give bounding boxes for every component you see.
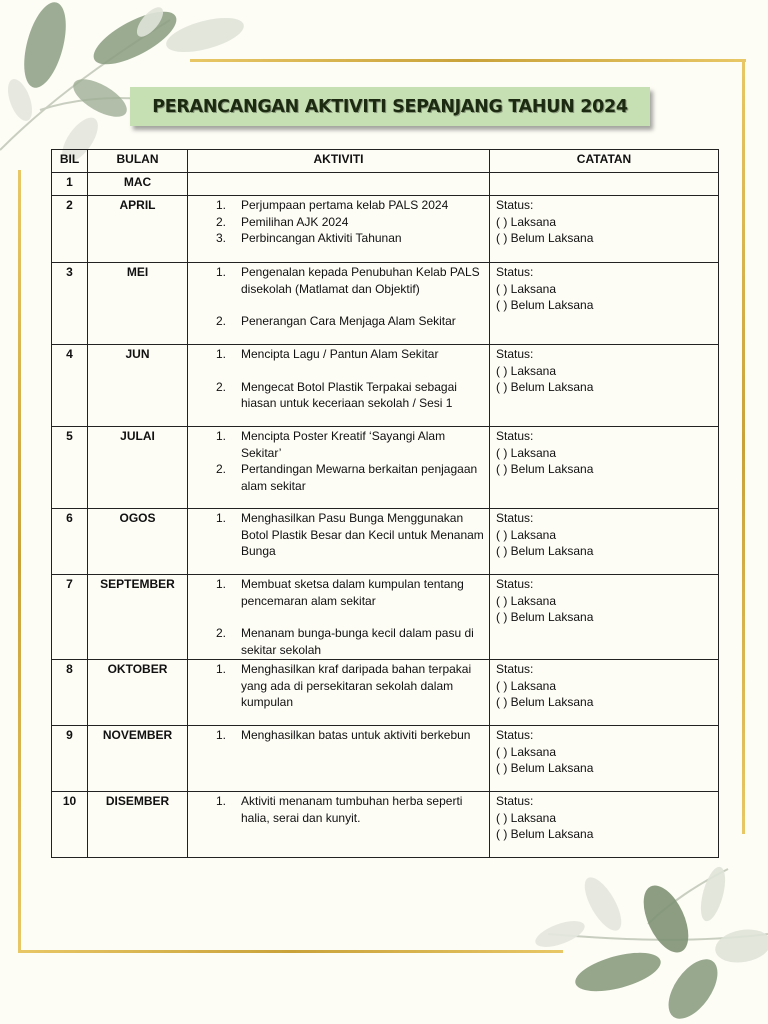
status-option-belum-laksana: ( ) Belum Laksana — [496, 827, 594, 841]
title-banner — [130, 87, 650, 126]
cell-bulan: DISEMBER — [88, 792, 188, 858]
cell-aktiviti — [188, 726, 490, 792]
activity-number: 1. — [216, 577, 227, 591]
cell-aktiviti — [188, 660, 490, 726]
cell-bulan: OKTOBER — [88, 660, 188, 726]
header-bulan: BULAN — [88, 150, 188, 173]
cell-bil: 1 — [52, 173, 88, 196]
status-option-laksana: ( ) Laksana — [496, 810, 557, 825]
status-option-laksana: ( ) Laksana — [496, 281, 557, 296]
activity-item — [216, 346, 485, 363]
activity-table — [51, 149, 719, 858]
table-row — [52, 575, 719, 660]
cell-bil: 9 — [52, 726, 88, 792]
cell-catatan — [490, 726, 719, 792]
activity-number: 2. — [216, 314, 227, 328]
activity-number: 1. — [216, 198, 227, 212]
status-option-laksana: ( ) Laksana — [496, 214, 557, 229]
page-title: PERANCANGAN AKTIVITI SEPANJANG TAHUN 2024 — [152, 96, 628, 117]
activity-number: 1. — [216, 347, 227, 361]
cell-aktiviti — [188, 427, 490, 509]
status-option-belum-laksana: ( ) Belum Laksana — [496, 231, 594, 245]
activity-number: 2. — [216, 462, 227, 476]
cell-aktiviti — [188, 263, 490, 345]
activity-number: 1. — [216, 794, 227, 808]
status-label: Status: — [496, 728, 534, 742]
cell-bulan: SEPTEMBER — [88, 575, 188, 660]
activity-item — [216, 576, 485, 609]
activity-text: Membuat sketsa dalam kumpulan tentang pencemaran alam sekitar — [241, 577, 464, 608]
cell-aktiviti — [188, 792, 490, 858]
activity-number: 3. — [216, 231, 227, 245]
cell-bil: 5 — [52, 427, 88, 509]
cell-catatan — [490, 660, 719, 726]
status-option-laksana: ( ) Laksana — [496, 744, 557, 759]
cell-bulan: APRIL — [88, 196, 188, 263]
cell-catatan — [490, 792, 719, 858]
gold-frame-right — [742, 59, 745, 834]
activity-number: 1. — [216, 265, 227, 279]
activity-item — [216, 793, 485, 826]
table-header-row — [52, 150, 719, 173]
status-option-laksana: ( ) Laksana — [496, 593, 557, 608]
activity-text: Perjumpaan pertama kelab PALS 2024 — [241, 198, 449, 212]
leaf-decoration-top-left — [0, 0, 260, 160]
cell-bil: 4 — [52, 345, 88, 427]
status-option-laksana: ( ) Laksana — [496, 363, 557, 378]
cell-catatan — [490, 427, 719, 509]
cell-aktiviti — [188, 345, 490, 427]
cell-catatan — [490, 196, 719, 263]
status-label: Status: — [496, 511, 534, 525]
activity-text: Mengecat Botol Plastik Terpakai sebagai hiasan untuk keceriaan sekolah / Sesi 1 — [241, 379, 457, 410]
status-option-belum-laksana: ( ) Belum Laksana — [496, 298, 594, 312]
status-label: Status: — [496, 265, 534, 279]
activity-text: Menghasilkan Pasu Bunga Menggunakan Botol Plastik Besar dan Kecil untuk Menanam Bunga — [241, 511, 484, 558]
activity-text: Aktiviti menanam tumbuhan herba seperti halia, serai dan kunyit. — [241, 794, 463, 825]
activity-item — [216, 661, 485, 711]
status-option-laksana: ( ) Laksana — [496, 678, 557, 693]
activity-text: Menghasilkan batas untuk aktiviti berkebun — [241, 728, 471, 742]
activity-item — [216, 510, 485, 560]
activity-number: 1. — [216, 728, 227, 742]
cell-aktiviti — [188, 173, 490, 196]
activity-text: Mencipta Lagu / Pantun Alam Sekitar — [241, 347, 439, 361]
table-row — [52, 660, 719, 726]
table-row — [52, 345, 719, 427]
activity-item — [216, 197, 485, 214]
activity-text: Pengenalan kepada Penubuhan Kelab PALS disekolah (Matlamat dan Objektif) — [241, 265, 480, 296]
status-option-belum-laksana: ( ) Belum Laksana — [496, 544, 594, 558]
table-row — [52, 263, 719, 345]
status-option-laksana: ( ) Laksana — [496, 445, 557, 460]
header-aktiviti: AKTIVITI — [188, 150, 490, 173]
activity-item — [216, 428, 485, 461]
cell-aktiviti — [188, 509, 490, 575]
cell-bil: 3 — [52, 263, 88, 345]
gold-frame-bottom — [18, 950, 563, 953]
spacer — [216, 609, 485, 625]
gold-frame-left — [18, 170, 21, 952]
cell-aktiviti — [188, 196, 490, 263]
spacer — [216, 297, 485, 313]
cell-bil: 8 — [52, 660, 88, 726]
activity-text: Pemilihan AJK 2024 — [241, 214, 349, 229]
activity-item — [216, 214, 485, 231]
status-label: Status: — [496, 794, 534, 808]
spacer — [216, 363, 485, 379]
table-row — [52, 792, 719, 858]
status-label: Status: — [496, 347, 534, 361]
activity-number: 2. — [216, 379, 227, 394]
status-label: Status: — [496, 198, 534, 212]
activity-text: Perbincangan Aktiviti Tahunan — [241, 231, 402, 245]
cell-bulan: MEI — [88, 263, 188, 345]
activity-item — [216, 264, 485, 297]
status-option-belum-laksana: ( ) Belum Laksana — [496, 761, 594, 775]
cell-bil: 10 — [52, 792, 88, 858]
activity-text: Menanam bunga-bunga kecil dalam pasu di sekitar sekolah — [241, 626, 474, 657]
cell-catatan — [490, 575, 719, 660]
status-option-belum-laksana: ( ) Belum Laksana — [496, 610, 594, 624]
cell-bil: 2 — [52, 196, 88, 263]
activity-number: 1. — [216, 511, 227, 525]
cell-catatan — [490, 345, 719, 427]
table-row — [52, 509, 719, 575]
cell-bulan: JULAI — [88, 427, 188, 509]
cell-bil: 6 — [52, 509, 88, 575]
activity-text: Pertandingan Mewarna berkaitan penjagaan alam sekitar — [241, 462, 478, 493]
cell-bulan: NOVEMBER — [88, 726, 188, 792]
activity-text: Penerangan Cara Menjaga Alam Sekitar — [241, 314, 456, 328]
activity-item — [216, 230, 485, 247]
cell-bulan: MAC — [88, 173, 188, 196]
activity-item — [216, 313, 485, 330]
leaf-decoration-bottom-right — [528, 864, 768, 1024]
cell-catatan — [490, 263, 719, 345]
gold-frame-top — [190, 59, 746, 62]
status-label: Status: — [496, 577, 534, 591]
header-bil: BIL — [52, 150, 88, 173]
activity-number: 1. — [216, 662, 227, 676]
table-row — [52, 196, 719, 263]
table-row — [52, 173, 719, 196]
status-option-laksana: ( ) Laksana — [496, 527, 557, 542]
cell-aktiviti — [188, 575, 490, 660]
activity-number: 1. — [216, 429, 227, 443]
table-body — [52, 173, 719, 858]
table-row — [52, 427, 719, 509]
status-option-belum-laksana: ( ) Belum Laksana — [496, 380, 594, 394]
activity-number: 2. — [216, 626, 227, 640]
header-catatan: CATATAN — [490, 150, 719, 173]
cell-catatan — [490, 509, 719, 575]
activity-item — [216, 727, 485, 744]
cell-bil: 7 — [52, 575, 88, 660]
status-option-belum-laksana: ( ) Belum Laksana — [496, 695, 594, 709]
activity-item — [216, 461, 485, 494]
cell-bulan: OGOS — [88, 509, 188, 575]
activity-item — [216, 379, 485, 412]
activity-number: 2. — [216, 214, 227, 229]
activity-text: Menghasilkan kraf daripada bahan terpakai yang ada di persekitaran sekolah dalam kumpulan — [241, 662, 472, 709]
activity-text: Mencipta Poster Kreatif ‘Sayangi Alam Sekitar’ — [241, 429, 446, 460]
status-option-belum-laksana: ( ) Belum Laksana — [496, 462, 594, 476]
activity-item — [216, 625, 485, 658]
table-row — [52, 726, 719, 792]
cell-bulan: JUN — [88, 345, 188, 427]
cell-catatan — [490, 173, 719, 196]
status-label: Status: — [496, 662, 534, 676]
status-label: Status: — [496, 429, 534, 443]
